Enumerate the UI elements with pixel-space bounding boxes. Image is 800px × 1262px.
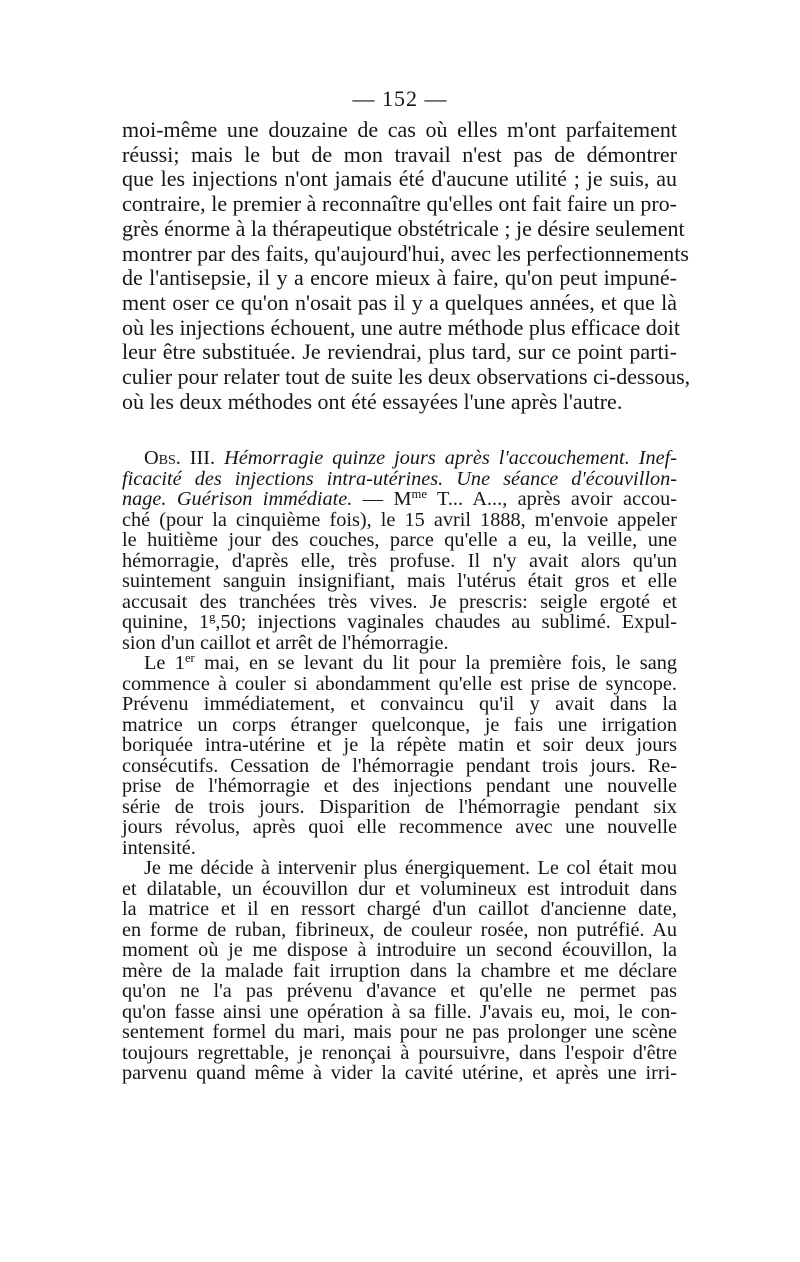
text-line: hémorragie, d'après elle, très profuse. Il n'y avait alors qu'un <box>122 549 677 572</box>
text-line: qu'on ne l'a pas prévenu d'avance et qu'elle ne permet pas <box>122 980 677 1002</box>
text-line: leur être substituée. Je reviendrai, plus tard, sur ce point parti- <box>122 339 677 365</box>
observation-title-line: ficacité des injections intra-utérines. Une séance d'écouvillon- <box>122 467 677 490</box>
text-line: réussi; mais le but de mon travail n'est pas de démontrer <box>122 141 677 167</box>
text-line: Prévenu immédiatement, et convaincu qu'il y avait dans la <box>122 693 677 715</box>
text-line: ment oser ce qu'on n'osait pas il y a quelques années, et que là <box>122 289 677 315</box>
text-line: où les injections échouent, une autre méthode plus efficace doit <box>122 314 680 340</box>
text-line: moment où je me dispose à introduire un second écouvillon, la <box>122 939 677 961</box>
text-line: jours révolus, après quoi elle recommence avec une nouvelle <box>122 816 677 838</box>
text-line: sentement formel du mari, mais pour ne pas prolonger une scène <box>122 1021 677 1043</box>
text-line: Le 1er mai, en se levant du lit pour la première fois, le sang <box>144 651 677 674</box>
text-line: montrer par des faits, qu'aujourd'hui, avec les perfectionnements <box>122 240 689 266</box>
text-line: contraire, le premier à reconnaître qu'elles ont fait faire un pro- <box>122 191 677 217</box>
text-line: suintement sanguin insignifiant, mais l'utérus était gros et elle <box>122 570 677 592</box>
text-line: parvenu quand même à vider la cavité utérine, et après une irri- <box>122 1062 677 1084</box>
text-line: accusait des tranchées très vives. Je prescris: seigle ergoté et <box>122 590 677 613</box>
observation-title: Hémorragie quinze jours après l'accouchement. Inef- <box>224 447 677 469</box>
text-line: matrice un corps étranger quelconque, je fais une irrigation <box>122 713 677 736</box>
text-line: mère de la malade fait irruption dans la chambre et me déclare <box>122 959 677 982</box>
observation-title-end-line: nage. Guérison immédiate. — $M^{me}$ T... A..., après avoir accou- <box>122 487 678 510</box>
text-line: quinine, 1$^g$,50; injections vaginales chaudes au sublimé. Expul- <box>122 610 677 633</box>
text-line: commence à couler si abondamment qu'elle est prise de syncope. <box>122 672 677 695</box>
observation-heading-line <box>122 448 677 469</box>
text-line: que les injections n'ont jamais été d'aucune utilité ; je suis, au <box>122 166 677 192</box>
text-line: en forme de ruban, fibrineux, de couleur rosée, non putréfié. Au <box>122 918 677 941</box>
text-line: la matrice et il en ressort chargé d'un caillot d'ancienne date, <box>122 898 677 920</box>
text-line: moi-même une douzaine de cas où elles m'ont parfaitement <box>122 117 677 142</box>
observation-section <box>122 448 677 1084</box>
text-line: et dilatable, un écouvillon dur et volumineux est introduit dans <box>122 877 677 900</box>
text-line: grès énorme à la thérapeutique obstétricale ; je désire seulement <box>122 215 685 241</box>
text-line: intensité. <box>122 836 196 859</box>
text-line: où les deux méthodes ont été essayées l'une après l'autre. <box>122 388 623 414</box>
text-line: série de trois jours. Disparition de l'hémorragie pendant six <box>122 795 677 818</box>
observation-label: Obs. <box>144 447 181 469</box>
text-line: ché (pour la cinquième fois), le 15 avril 1888, m'envoie appeler <box>122 508 677 531</box>
intro-paragraph <box>122 117 691 414</box>
text-line: culier pour relater tout de suite les deux observations ci-dessous, <box>122 364 691 390</box>
text-line: Je me décide à intervenir plus énergiquement. Le col était mou <box>144 857 677 879</box>
text-line: prise de l'hémorragie et des injections pendant une nouvelle <box>122 775 677 797</box>
text-line: qu'on fasse ainsi une opération à sa fille. J'avais eu, moi, le con- <box>122 1000 677 1023</box>
observation-number: III. <box>189 447 216 469</box>
text-line: sion d'un caillot et arrêt de l'hémorragie. <box>122 631 449 654</box>
text-line: boriquée intra-utérine et je la répète matin et soir deux jours <box>122 734 677 756</box>
text-line: consécutifs. Cessation de l'hémorragie pendant trois jours. Re- <box>122 754 677 777</box>
text-line: de l'antisepsie, il y a encore mieux à faire, qu'on peut impuné- <box>122 265 677 291</box>
text-line: toujours regrettable, je renonçai à poursuivre, dans l'espoir d'être <box>122 1041 677 1064</box>
text-line: le huitième jour des couches, parce qu'elle a eu, la veille, une <box>122 529 677 551</box>
page-number: — 152 — <box>352 86 448 111</box>
